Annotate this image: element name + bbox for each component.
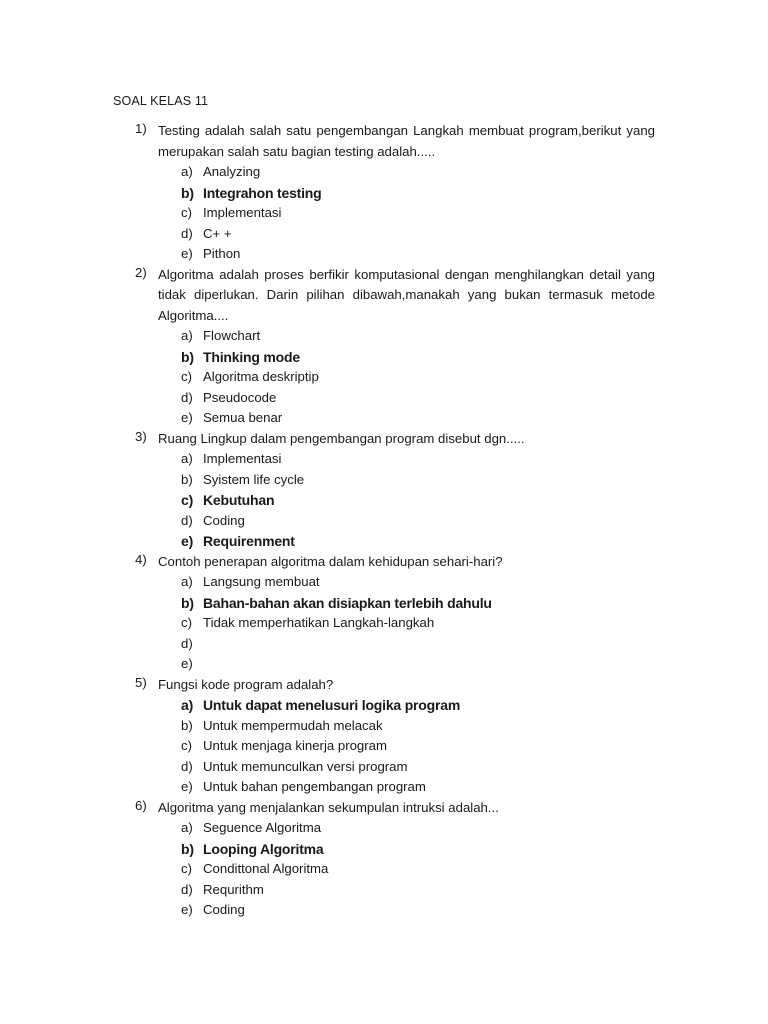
option-text: Seguence Algoritma	[203, 820, 322, 835]
option-letter: b)	[181, 471, 193, 487]
option-item	[0, 593, 768, 614]
option-text: Implementasi	[203, 205, 282, 220]
option-list	[0, 695, 768, 798]
option-letter: d)	[181, 635, 193, 651]
option-item	[0, 695, 768, 716]
option-item	[0, 511, 768, 532]
option-text: Untuk dapat menelusuri logika program	[203, 697, 461, 713]
option-letter: e)	[181, 779, 193, 794]
option-text: Untuk memunculkan versi program	[203, 758, 408, 774]
option-text: Bahan-bahan akan disiapkan terlebih dahulu	[203, 594, 492, 611]
option-text: Untuk mempermudah melacak	[203, 717, 383, 733]
option-list	[0, 162, 768, 265]
option-letter: a)	[181, 164, 193, 179]
option-item	[0, 900, 768, 921]
option-list	[0, 326, 768, 429]
option-text: Pseudocode	[203, 389, 277, 405]
question-3	[0, 429, 768, 552]
question-list	[0, 121, 768, 921]
question-1	[0, 121, 768, 265]
option-item	[0, 654, 768, 675]
option-text: Flowchart	[203, 328, 261, 343]
document-title: SOAL KELAS 11	[113, 94, 209, 108]
option-text: Coding	[203, 512, 245, 528]
question-text: Testing adalah salah satu pengembangan Langkah membuat program,berikut yang merupakan salah satu bagian testing adalah.....	[158, 123, 655, 159]
option-item	[0, 716, 768, 737]
option-list	[0, 818, 768, 921]
option-list	[0, 449, 768, 552]
option-item	[0, 183, 768, 204]
question-6	[0, 798, 768, 921]
question-number: 3)	[135, 428, 147, 444]
question-4	[0, 552, 768, 675]
option-letter: d)	[181, 881, 193, 897]
question-text: Contoh penerapan algoritma dalam kehidupan sehari-hari?	[158, 553, 503, 569]
option-text: Langsung membuat	[203, 574, 320, 589]
option-item	[0, 449, 768, 470]
question-text: Algoritma yang menjalankan sekumpulan intruksi adalah...	[158, 799, 499, 815]
option-list	[0, 572, 768, 675]
option-letter: b)	[181, 348, 194, 365]
option-text: Coding	[203, 902, 245, 917]
question-number: 1)	[135, 121, 147, 136]
option-letter: c)	[181, 205, 192, 220]
option-item	[0, 818, 768, 839]
option-item	[0, 490, 768, 511]
option-item	[0, 408, 768, 429]
option-text: Integrahon testing	[203, 184, 322, 201]
option-text: C+ +	[203, 225, 232, 241]
option-letter: a)	[181, 328, 193, 343]
option-text: Tidak memperhatikan Langkah-langkah	[203, 615, 435, 630]
option-item	[0, 572, 768, 593]
option-letter: a)	[181, 820, 193, 835]
option-item	[0, 531, 768, 552]
option-text: Algoritma deskriptip	[203, 369, 319, 384]
option-letter: a)	[181, 451, 193, 466]
question-number: 5)	[135, 674, 147, 690]
option-item	[0, 839, 768, 860]
option-text: Untuk bahan pengembangan program	[203, 779, 426, 794]
option-item	[0, 880, 768, 901]
question-text: Fungsi kode program adalah?	[158, 676, 334, 692]
question-5	[0, 675, 768, 798]
option-item	[0, 244, 768, 265]
option-letter: e)	[181, 902, 193, 917]
option-item	[0, 757, 768, 778]
option-letter: b)	[181, 840, 194, 857]
option-text: Untuk menjaga kinerja program	[203, 738, 387, 753]
option-letter: c)	[181, 861, 192, 876]
option-letter: d)	[181, 389, 193, 405]
option-item	[0, 634, 768, 655]
option-letter: e)	[181, 246, 193, 261]
option-item	[0, 326, 768, 347]
option-item	[0, 367, 768, 388]
option-text: Analyzing	[203, 164, 261, 179]
option-letter: e)	[181, 656, 193, 671]
option-letter: c)	[181, 492, 194, 508]
option-letter: e)	[181, 410, 193, 425]
option-item	[0, 613, 768, 634]
question-number: 4)	[135, 551, 147, 567]
option-item	[0, 388, 768, 409]
option-letter: d)	[181, 225, 193, 241]
option-letter: d)	[181, 758, 193, 774]
question-2	[0, 265, 768, 429]
option-letter: b)	[181, 184, 194, 201]
option-letter: b)	[181, 717, 193, 733]
option-item	[0, 777, 768, 798]
question-number: 6)	[135, 797, 147, 813]
option-letter: c)	[181, 615, 192, 630]
option-text: Semua benar	[203, 410, 283, 425]
option-letter: e)	[181, 533, 194, 549]
option-letter: a)	[181, 574, 193, 589]
option-item	[0, 162, 768, 183]
option-letter: b)	[181, 594, 194, 611]
option-item	[0, 347, 768, 368]
option-item	[0, 224, 768, 245]
option-letter: d)	[181, 512, 193, 528]
option-text: Syistem life cycle	[203, 471, 305, 487]
option-letter: c)	[181, 738, 192, 753]
option-text: Looping Algoritma	[203, 840, 324, 857]
option-item	[0, 736, 768, 757]
option-text: Requrithm	[203, 881, 264, 897]
question-text: Algoritma adalah proses berfikir komputasional dengan menghilangkan detail yang tidak diperlukan. Darin pilihan dibawah,manakah yang bukan termasuk metode Algoritma....	[158, 266, 655, 323]
option-letter: a)	[181, 697, 194, 713]
option-item	[0, 859, 768, 880]
option-text: Kebutuhan	[203, 492, 275, 508]
option-item	[0, 470, 768, 491]
option-text: Pithon	[203, 246, 241, 261]
option-text: Thinking mode	[203, 348, 300, 365]
option-text: Condittonal Algoritma	[203, 861, 329, 876]
question-number: 2)	[135, 264, 147, 280]
option-text: Implementasi	[203, 451, 282, 466]
question-text: Ruang Lingkup dalam pengembangan program disebut dgn.....	[158, 430, 525, 446]
option-text: Requirenment	[203, 533, 295, 549]
option-item	[0, 203, 768, 224]
option-letter: c)	[181, 369, 192, 384]
